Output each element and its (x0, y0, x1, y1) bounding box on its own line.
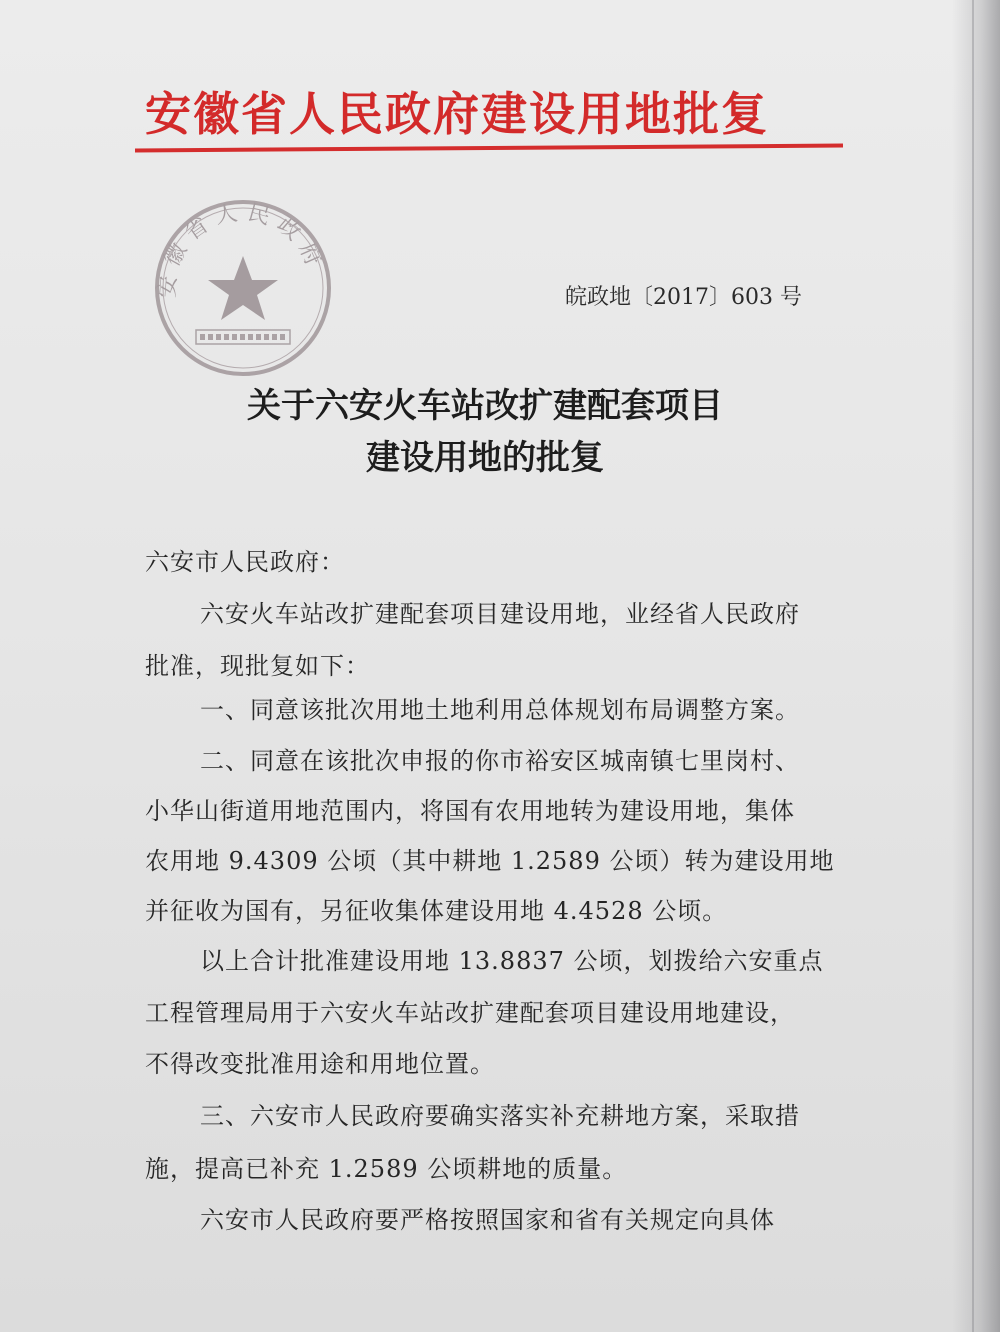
body-line-10: 不得改变批准用途和用地位置。 (145, 1050, 495, 1078)
body-line-13: 六安市人民政府要严格按照国家和省有关规定向具体 (200, 1206, 775, 1234)
body-line-3: 一、同意该批次用地土地利用总体规划布局调整方案。 (200, 696, 800, 724)
body-line-1: 六安火车站改扩建配套项目建设用地，业经省人民政府 (200, 600, 800, 628)
official-seal-icon (148, 198, 338, 376)
body-line-2: 批准，现批复如下： (145, 652, 370, 680)
seal-text: 安徽省人民政府 (155, 199, 329, 299)
body-line-6: 农用地 9.4309 公顷（其中耕地 1.2589 公顷）转为建设用地 (145, 847, 835, 875)
body-line-4: 二、同意在该批次申报的你市裕安区城南镇七里岗村、 (200, 747, 800, 775)
red-divider (135, 144, 843, 153)
title-line-1: 关于六安火车站改扩建配套项目 (247, 386, 723, 426)
body-line-11: 三、六安市人民政府要确实落实补充耕地方案，采取措 (200, 1102, 800, 1130)
page-edge-shadow (952, 0, 1000, 1332)
recipient: 六安市人民政府： (145, 548, 345, 576)
issuer-header: 安徽省人民政府建设用地批复 (145, 87, 769, 141)
body-line-8: 以上合计批准建设用地 13.8837 公顷，划拨给六安重点 (200, 947, 824, 975)
body-line-7: 并征收为国有，另征收集体建设用地 4.4528 公顷。 (145, 897, 728, 925)
body-line-5: 小华山街道用地范围内，将国有农用地转为建设用地，集体 (145, 797, 795, 825)
page-edge-line (972, 0, 974, 1332)
body-line-9: 工程管理局用于六安火车站改扩建配套项目建设用地建设， (145, 999, 795, 1027)
title-line-2: 建设用地的批复 (366, 438, 604, 478)
document-number: 皖政地〔2017〕603 号 (565, 285, 802, 310)
document-title (160, 380, 810, 484)
body-line-12: 施，提高已补充 1.2589 公顷耕地的质量。 (145, 1155, 628, 1183)
